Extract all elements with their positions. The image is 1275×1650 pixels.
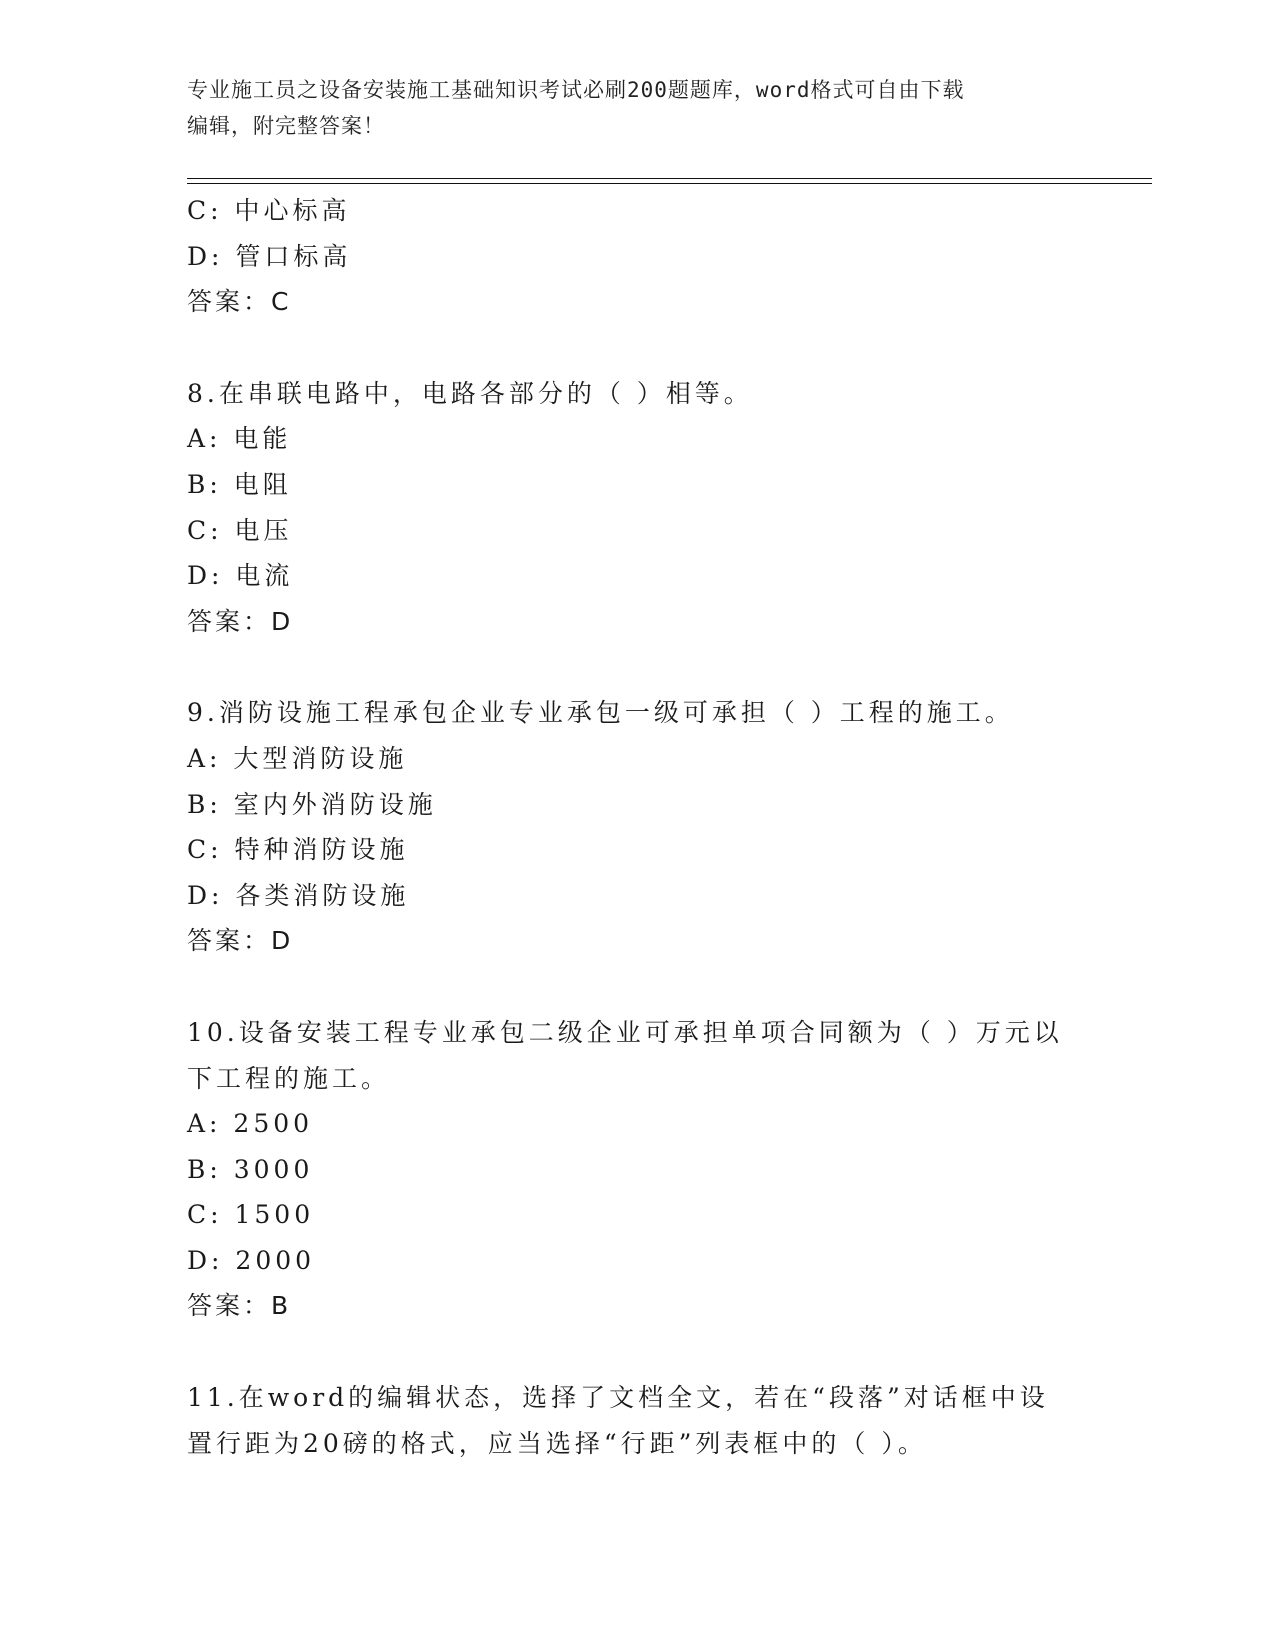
option-c: C: 中心标高 bbox=[187, 196, 351, 225]
header-title-line-1: 专业施工员之设备安装施工基础知识考试必刷200题题库，word格式可自由下载 bbox=[187, 78, 965, 102]
option-a: A: 大型消防设施 bbox=[187, 743, 408, 773]
option-b: B: 室内外消防设施 bbox=[187, 789, 437, 819]
option-a: A: 电能 bbox=[187, 424, 292, 454]
document-body bbox=[187, 188, 1067, 1466]
header-divider-top bbox=[187, 178, 1152, 179]
option-d: D: 各类消防设施 bbox=[187, 880, 410, 910]
answer-line: 答案：C bbox=[187, 287, 292, 317]
question-text-line-1: 10.设备安装工程专业承包二级企业可承担单项合同额为（ ）万元以 bbox=[187, 1017, 1063, 1047]
document-header bbox=[187, 72, 1067, 144]
question-text: 9.消防设施工程承包企业专业承包一级可承担（ ）工程的施工。 bbox=[187, 698, 1014, 728]
question-text-line-2: 置行距为20磅的格式，应当选择“行距”列表框中的（ ）。 bbox=[187, 1428, 927, 1458]
question-text-line-1: 11.在word的编辑状态，选择了文档全文，若在“段落”对话框中设 bbox=[187, 1383, 1049, 1413]
question-8 bbox=[187, 371, 1067, 645]
option-c: C: 1500 bbox=[187, 1200, 315, 1230]
spacer bbox=[187, 964, 1067, 1010]
spacer bbox=[187, 1329, 1067, 1375]
question-11 bbox=[187, 1375, 1067, 1466]
option-b: B: 3000 bbox=[187, 1154, 314, 1184]
answer-line: 答案：D bbox=[187, 926, 294, 956]
question-7-tail bbox=[187, 188, 1067, 325]
question-text-line-2: 下工程的施工。 bbox=[187, 1063, 391, 1093]
spacer bbox=[187, 644, 1067, 690]
question-text: 8.在串联电路中，电路各部分的（ ）相等。 bbox=[187, 378, 753, 408]
option-d: D: 管口标高 bbox=[187, 241, 352, 271]
answer-line: 答案：D bbox=[187, 606, 294, 636]
spacer bbox=[187, 325, 1067, 371]
question-9 bbox=[187, 690, 1067, 964]
header-divider-bottom bbox=[187, 183, 1152, 184]
option-d: D: 电流 bbox=[187, 561, 294, 591]
option-d: D: 2000 bbox=[187, 1245, 316, 1275]
option-a: A: 2500 bbox=[187, 1109, 314, 1139]
option-c: C: 特种消防设施 bbox=[187, 835, 409, 865]
option-c: C: 电压 bbox=[187, 515, 293, 545]
option-b: B: 电阻 bbox=[187, 469, 292, 499]
header-title-line-2: 编辑，附完整答案！ bbox=[187, 114, 385, 138]
answer-line: 答案：B bbox=[187, 1291, 292, 1321]
question-10 bbox=[187, 1010, 1067, 1329]
